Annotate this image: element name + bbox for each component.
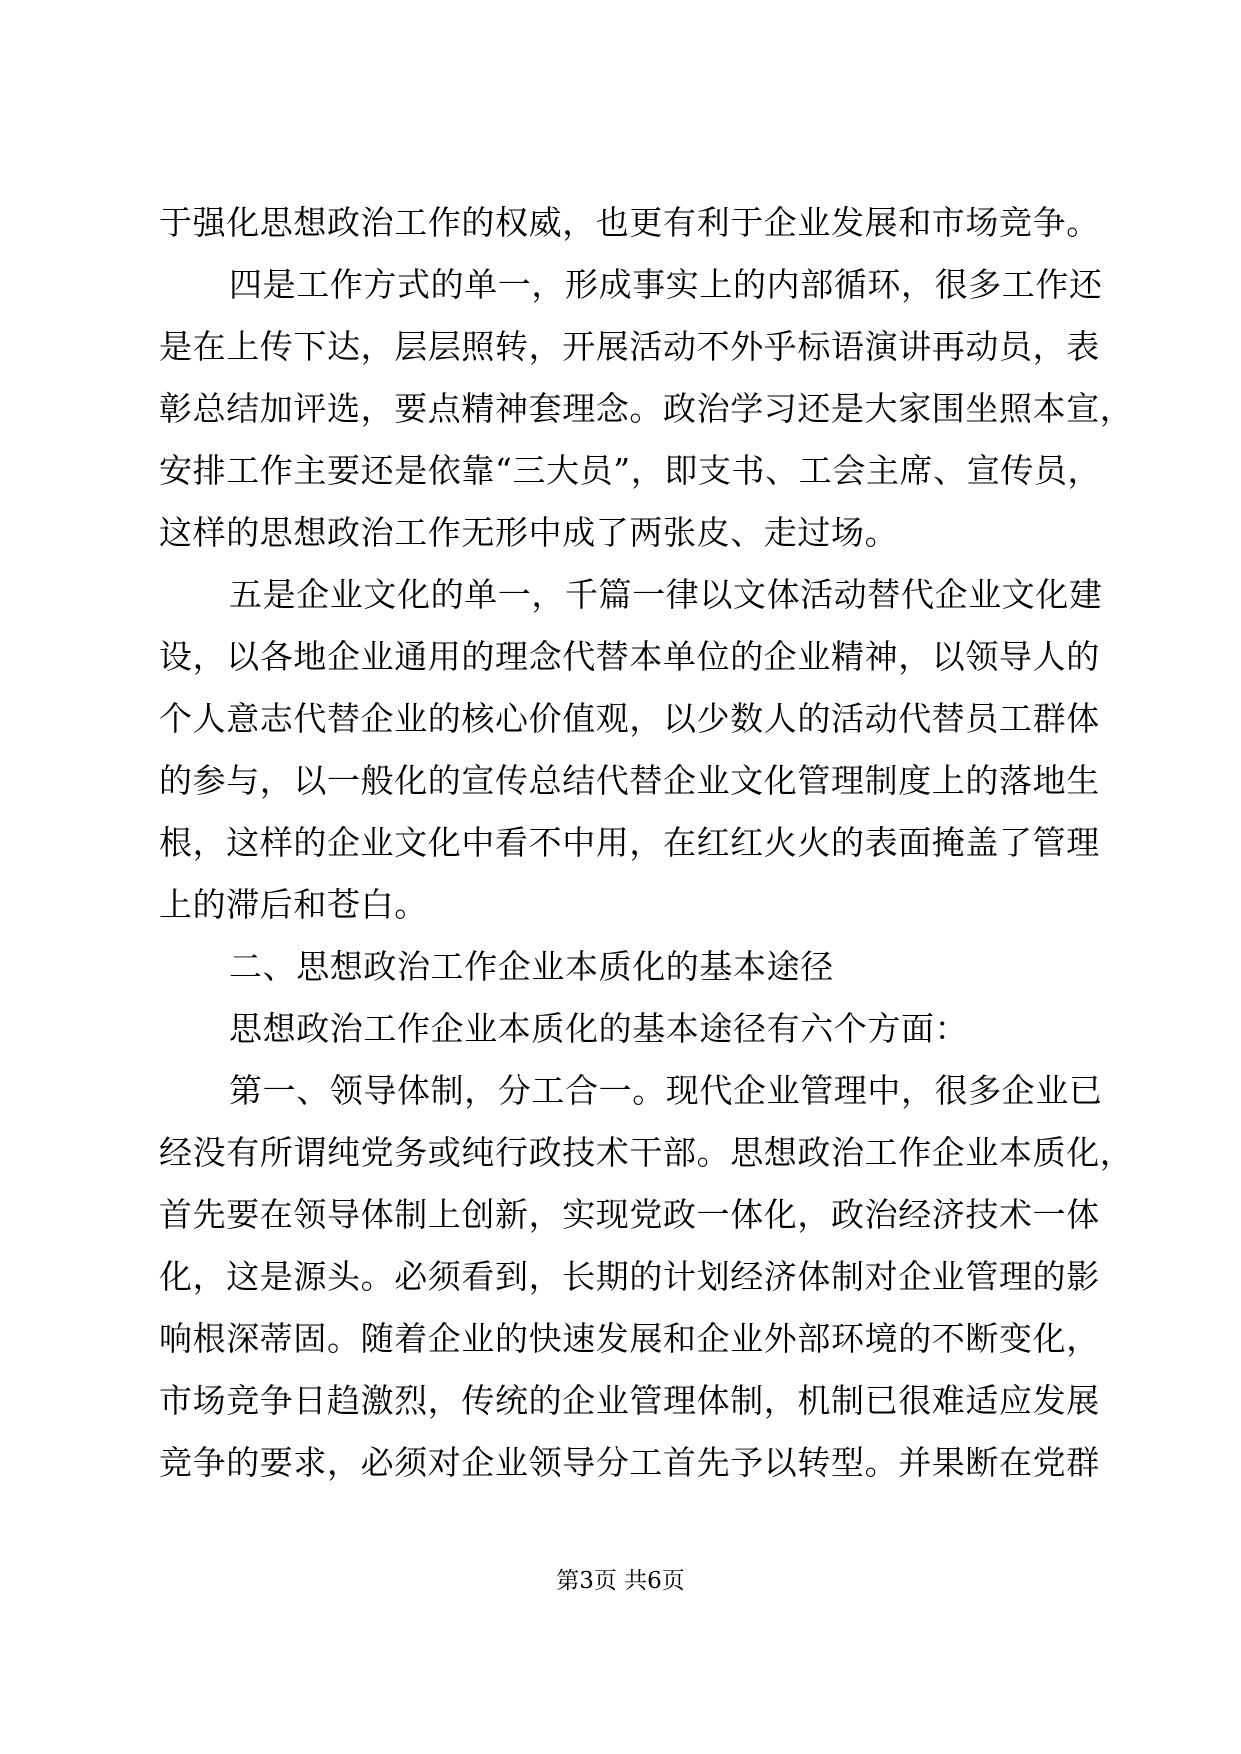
text-line: 根，这样的企业文化中看不中用，在红红火火的表面掩盖了管理: [159, 823, 1100, 862]
text-line: 化，这是源头。必须看到，长期的计划经济体制对企业管理的影: [159, 1257, 1100, 1296]
text-line: 第一、领导体制，分工合一。现代企业管理中，很多企业已: [229, 1071, 1103, 1110]
text-line: 是在上传下达，层层照转，开展活动不外乎标语演讲再动员，表: [159, 327, 1100, 366]
page-number-footer: 第3页 共6页: [556, 1568, 685, 1594]
text-line: 个人意志代替企业的核心价值观，以少数人的活动代替员工群体: [159, 699, 1100, 738]
text-line: 这样的思想政治工作无形中成了两张皮、走过场。: [159, 513, 899, 552]
text-line: 于强化思想政治工作的权威，也更有利于企业发展和市场竞争。: [159, 203, 1100, 242]
text-line: 市场竞争日趋激烈，传统的企业管理体制，机制已很难适应发展: [159, 1381, 1100, 1420]
text-line: 彰总结加评选，要点精神套理念。政治学习还是大家围坐照本宣，: [159, 389, 1134, 428]
text-line: 竞争的要求，必须对企业领导分工首先予以转型。并果断在党群: [159, 1443, 1100, 1482]
section-heading: 二、思想政治工作企业本质化的基本途径: [229, 947, 834, 986]
text-line: 设，以各地企业通用的理念代替本单位的企业精神，以领导人的: [159, 637, 1100, 676]
text-line: 经没有所谓纯党务或纯行政技术干部。思想政治工作企业本质化，: [159, 1133, 1134, 1172]
text-line: 响根深蒂固。随着企业的快速发展和企业外部环境的不断变化，: [159, 1319, 1100, 1358]
text-line: 五是企业文化的单一，千篇一律以文体活动替代企业文化建: [229, 575, 1103, 614]
text-line: 上的滞后和苍白。: [159, 885, 428, 924]
text-line: 的参与，以一般化的宣传总结代替企业文化管理制度上的落地生: [159, 761, 1100, 800]
text-line: 首先要在领导体制上创新，实现党政一体化，政治经济技术一体: [159, 1195, 1100, 1234]
text-line: 思想政治工作企业本质化的基本途径有六个方面：: [229, 1009, 969, 1048]
document-body: [159, 192, 1134, 1494]
text-line: 安排工作主要还是依靠“三大员”，即支书、工会主席、宣传员，: [159, 451, 1102, 490]
text-line: 四是工作方式的单一，形成事实上的内部循环，很多工作还: [229, 265, 1103, 304]
